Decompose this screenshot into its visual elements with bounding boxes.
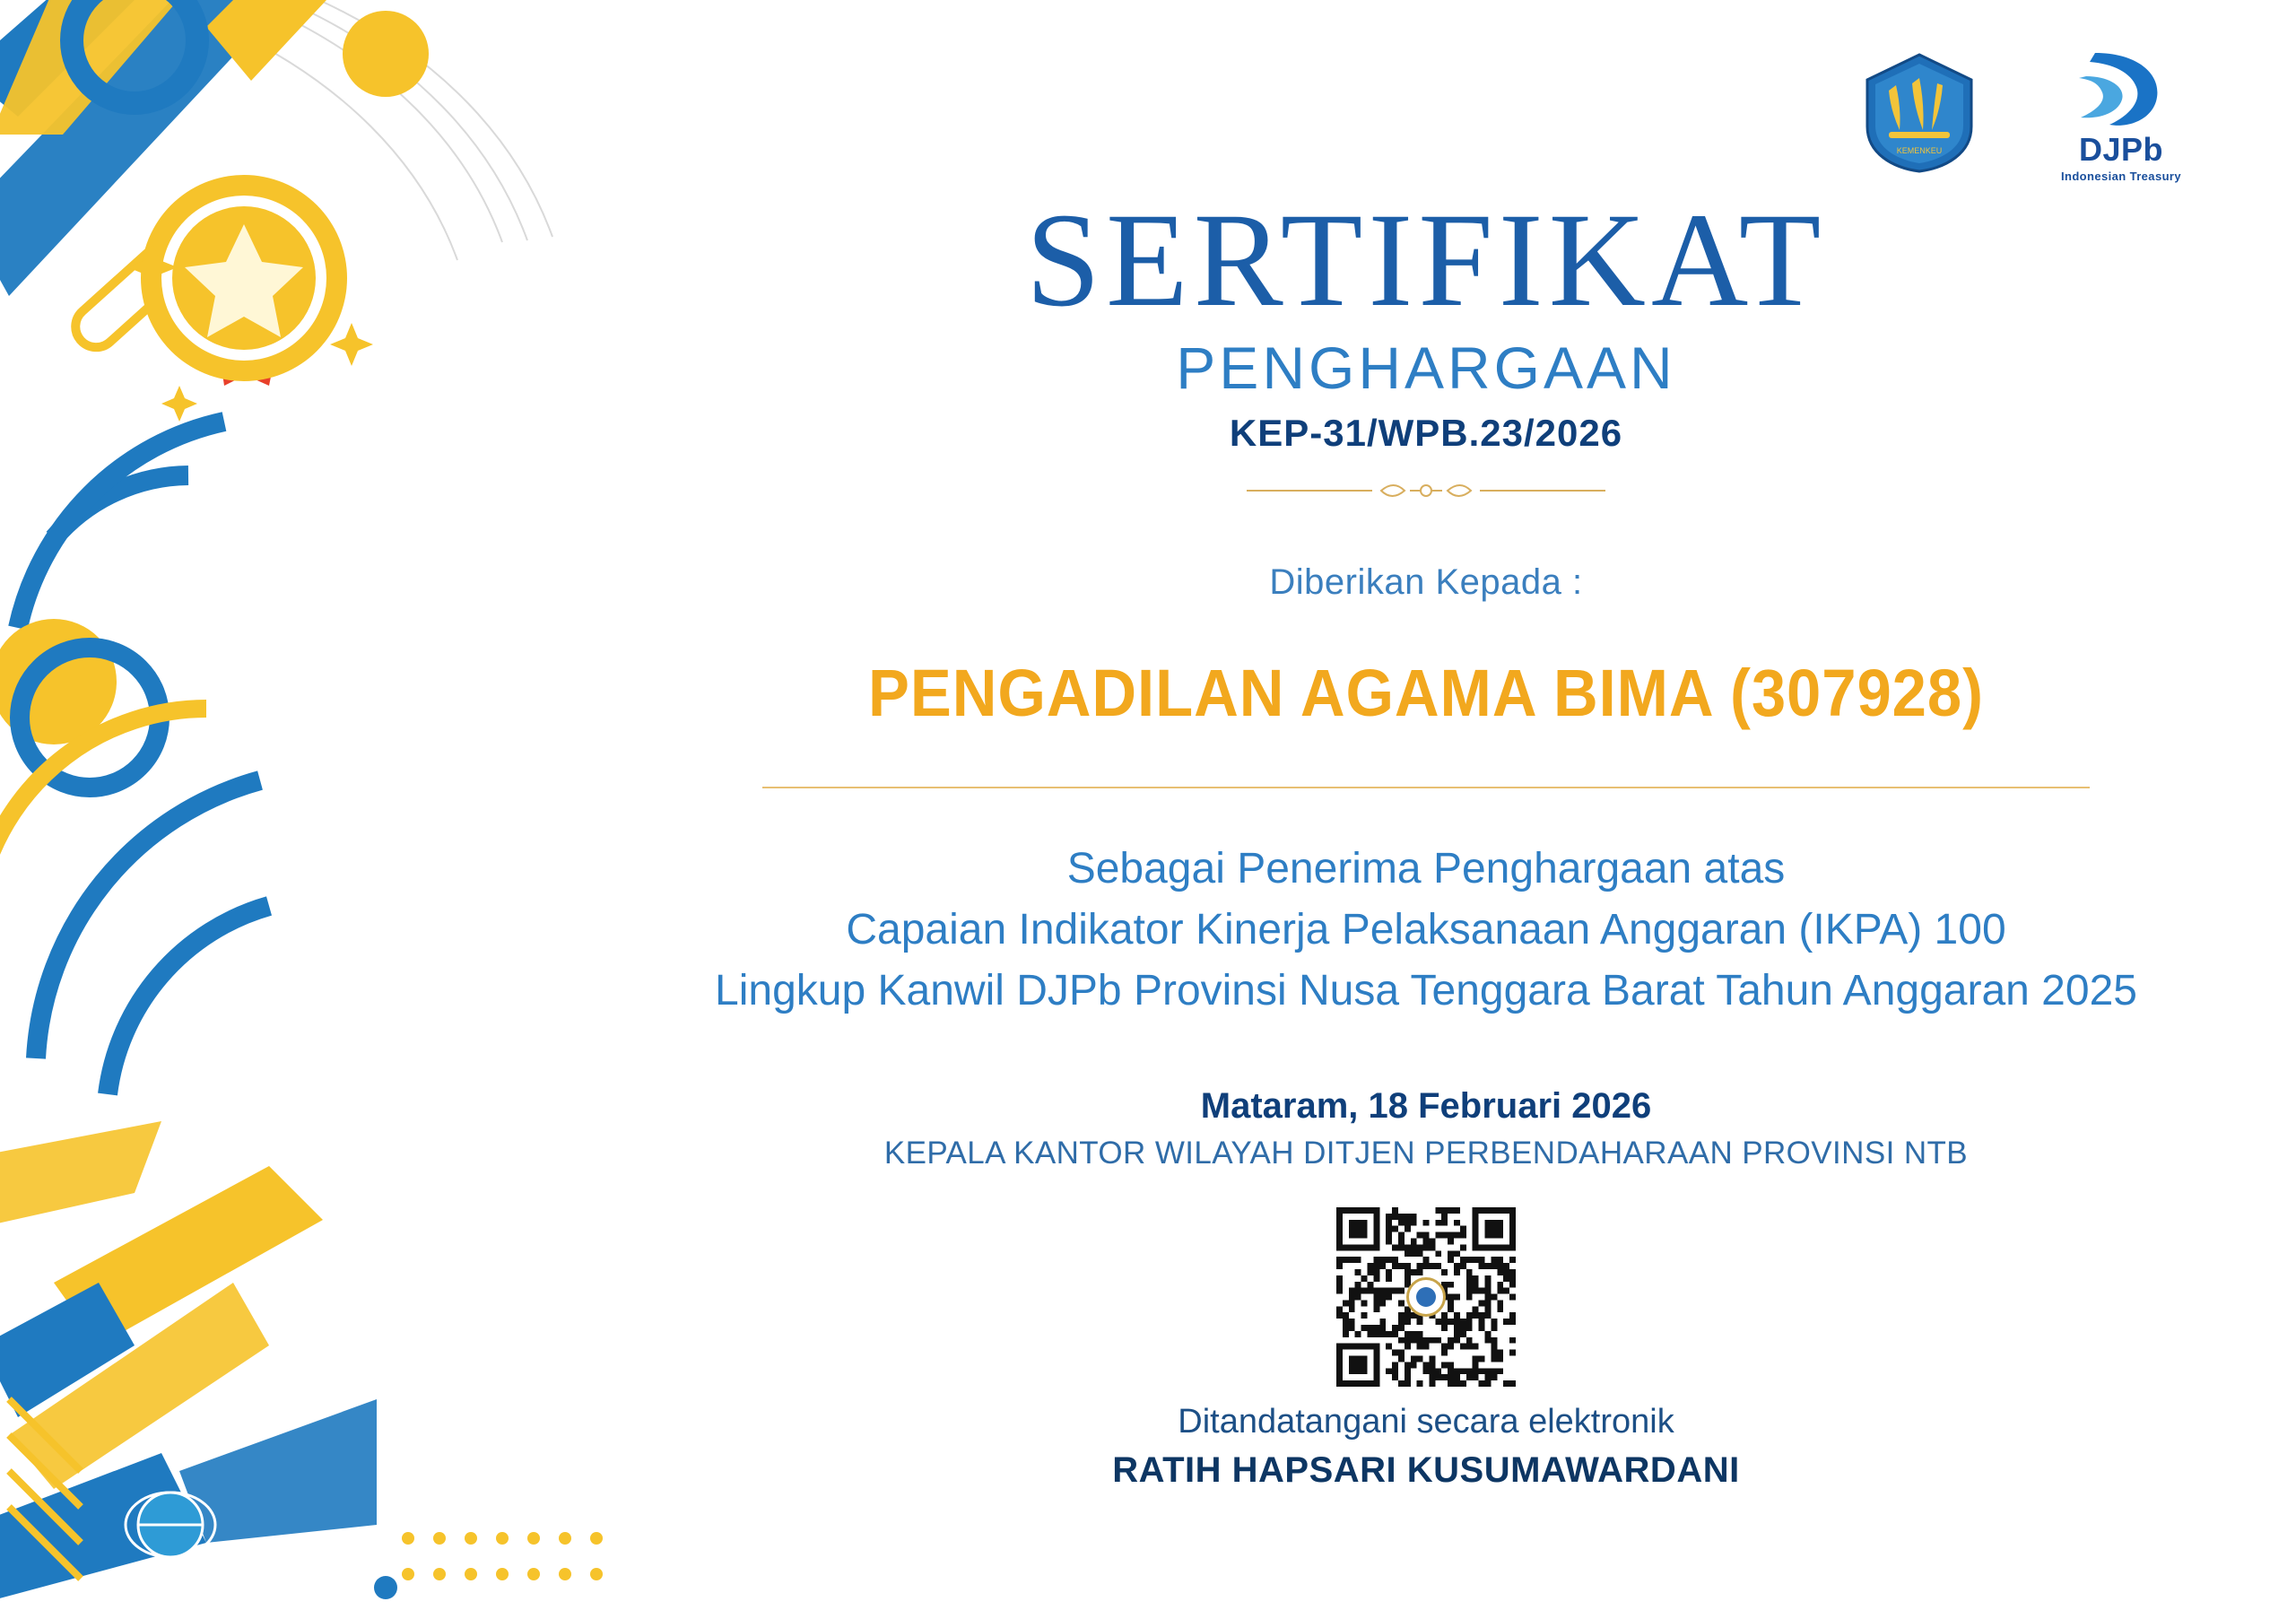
qr-code[interactable]: [1336, 1207, 1516, 1387]
citation-text: [628, 839, 2224, 1022]
signing-office: KEPALA KANTOR WILAYAH DITJEN PERBENDAHARAAN PROVINSI NTB: [883, 1136, 1969, 1171]
svg-text:KEMENKEU: KEMENKEU: [1896, 146, 1943, 155]
signer-name: RATIH HAPSARI KUSUMAWARDANI: [1112, 1450, 1740, 1491]
djpb-wordmark: DJPb: [2078, 131, 2164, 168]
place-and-date: Mataram, 18 Februari 2026: [1200, 1086, 1652, 1127]
document-number: KEP-31/WPB.23/2026: [1229, 412, 1623, 454]
ornament-divider: [1238, 478, 1614, 501]
signature-note: Ditandatangani secara elektronik: [1178, 1403, 1674, 1441]
qr-center-emblem: [1406, 1277, 1446, 1317]
citation-line-3: Lingkup Kanwil DJPb Provinsi Nusa Tenggara Barat Tahun Anggaran 2025: [715, 967, 2137, 1015]
djpb-tagline: Indonesian Treasury: [2060, 170, 2182, 183]
page-title: SERTIFIKAT: [1025, 186, 1827, 335]
page-subtitle: PENGHARGAAN: [1176, 335, 1676, 401]
citation-line-1: Sebagai Penerima Penghargaan atas: [1066, 845, 1786, 892]
horizontal-rule: [762, 787, 2090, 788]
recipient-name: PENGADILAN AGAMA BIMA (307928): [868, 656, 1984, 730]
certificate-body: [628, 0, 2224, 1619]
given-to-label: Diberikan Kepada :: [1269, 562, 1583, 602]
citation-line-2: Capaian Indikator Kinerja Pelaksanaan Anggaran (IKPA) 100: [846, 906, 2006, 954]
decorative-left-band: [0, 0, 682, 1619]
